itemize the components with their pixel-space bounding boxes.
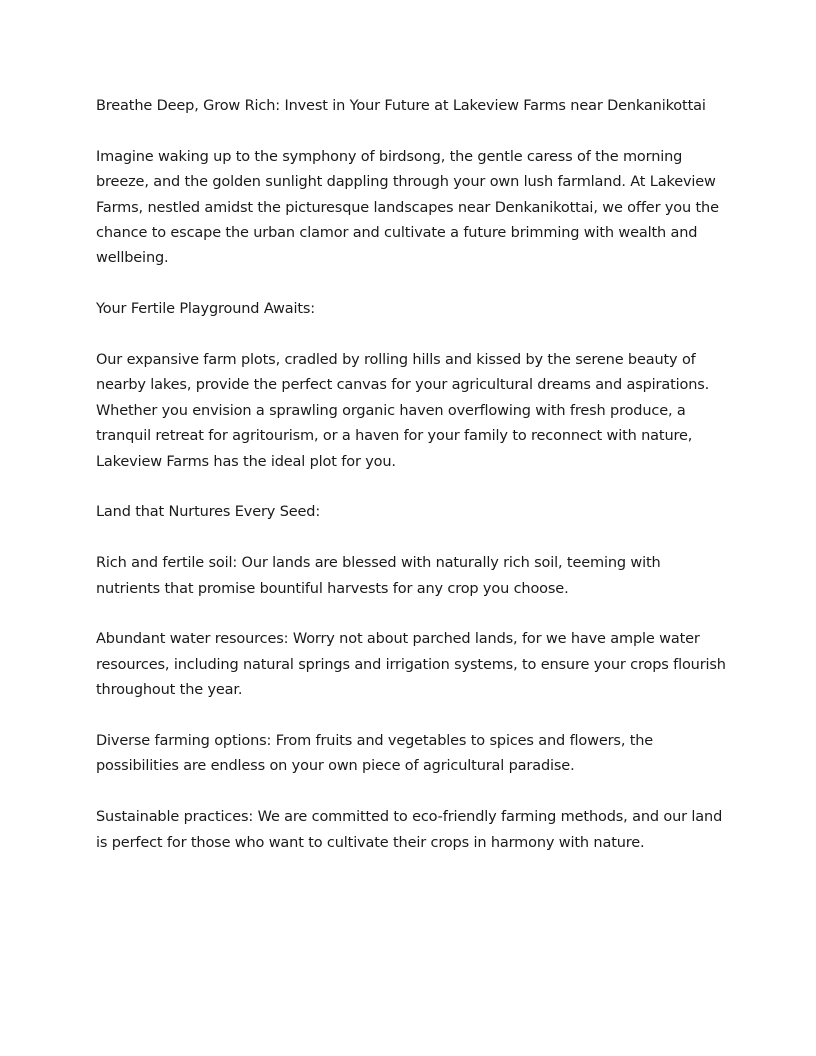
feature-diverse-farming: Diverse farming options: From fruits and vegetables to spices and flowers, the possibilities are endless on your own piece of agricultural paradise. [96,733,654,775]
feature-soil: Rich and fertile soil: Our lands are blessed with naturally rich soil, teeming with nutrients that promise bountiful harvests for any crop you choose. [96,555,661,597]
section-heading-land: Land that Nurtures Every Seed: [96,504,321,521]
section-heading-playground: Your Fertile Playground Awaits: [96,301,315,318]
feature-water: Abundant water resources: Worry not about parched lands, for we have ample water resources, including natural springs and irrigation systems, to ensure your crops flourish throughout the year. [96,631,726,699]
playground-paragraph: Our expansive farm plots, cradled by rolling hills and kissed by the serene beauty of nearby lakes, provide the perfect canvas for your agricultural dreams and aspirations. Whether you envision a sprawling organic haven overflowing with fresh produce, a tranquil retreat for agritourism, or a haven for your family to reconnect with nature, Lakeview Farms has the ideal plot for you. [96,352,710,470]
document-title: Breathe Deep, Grow Rich: Invest in Your Future at Lakeview Farms near Denkanikottai [96,98,706,114]
feature-sustainable: Sustainable practices: We are committed to eco-friendly farming methods, and our land is perfect for those who want to cultivate their crops in harmony with nature. [96,809,723,851]
intro-paragraph: Imagine waking up to the symphony of birdsong, the gentle caress of the morning breeze, and the golden sunlight dappling through your own lush farmland. At Lakeview Farms, nestled amidst the picturesque landscapes near Denkanikottai, we offer you the chance to escape the urban clamor and cultivate a future brimming with wealth and wellbeing. [96,148,719,267]
document-body [96,94,728,856]
